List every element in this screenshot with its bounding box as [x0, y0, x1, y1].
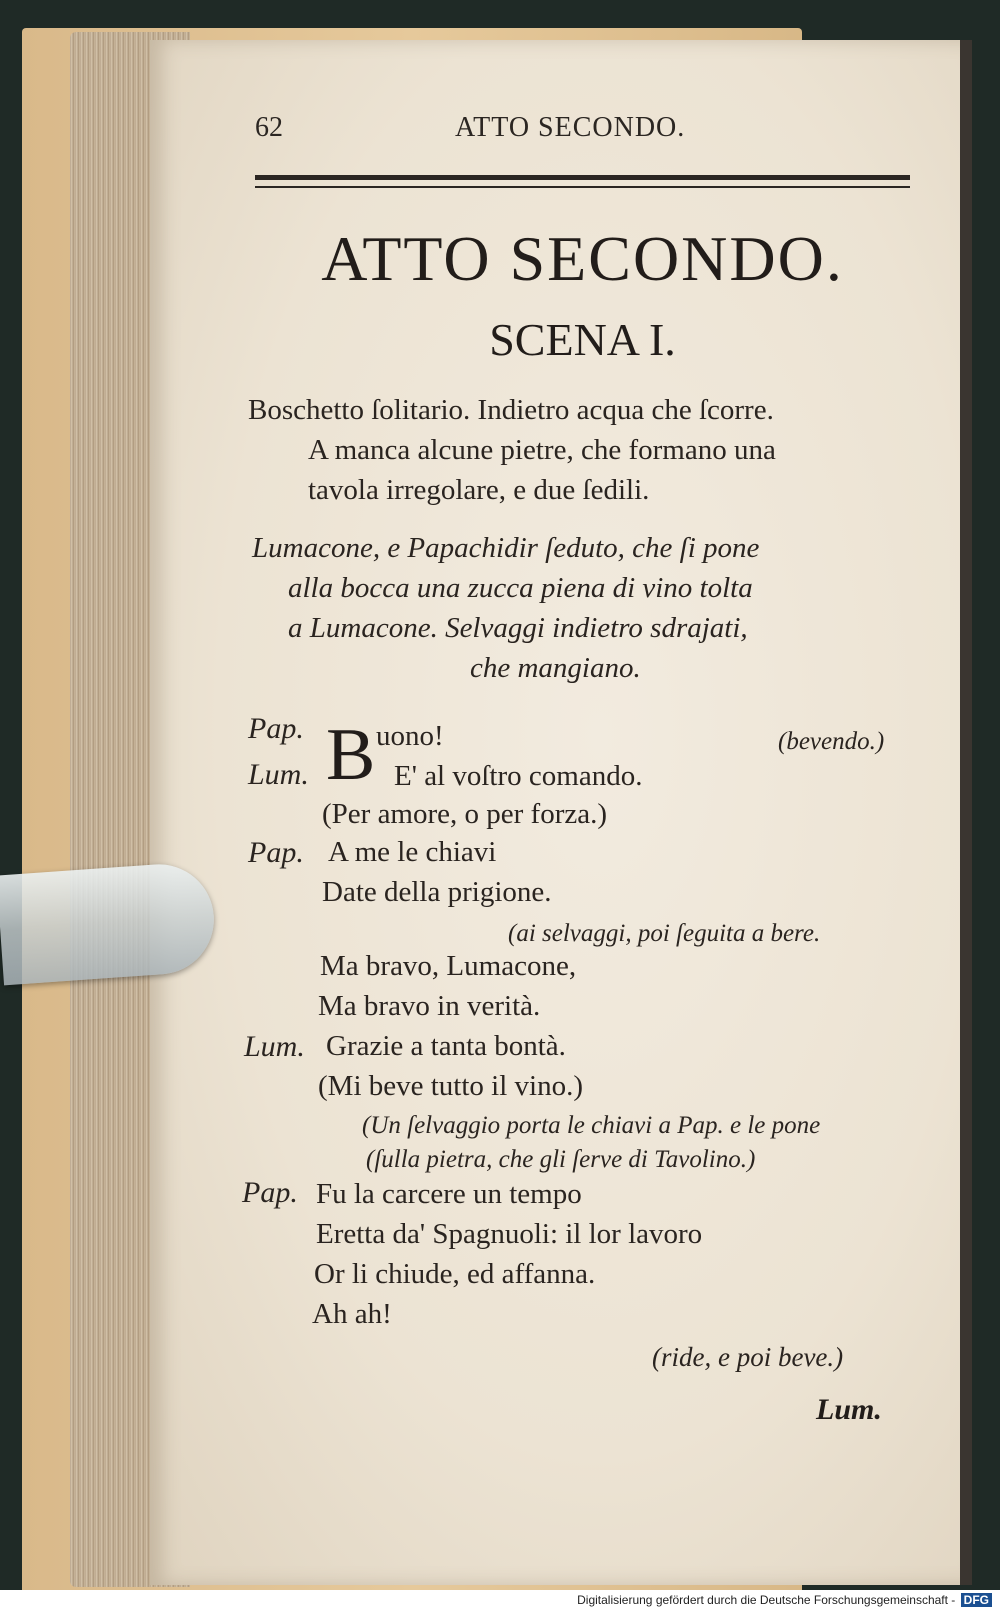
dialogue-line-10: Fu la carcere un tempo	[316, 1178, 582, 1210]
drop-cap: B	[326, 714, 376, 796]
dialogue-line-2: E' al voſtro comando.	[394, 760, 643, 792]
dialogue-line-1: uono!	[376, 720, 444, 752]
dialogue-line-7: Ma bravo in verità.	[318, 990, 541, 1022]
dialogue-line-6: Ma bravo, Lumacone,	[320, 950, 577, 982]
footer-credit-text: Digitalisierung gefördert durch die Deutsche Forschungsgemeinschaft -	[577, 1593, 956, 1607]
dialogue-line-9: (Mi beve tutto il vino.)	[318, 1070, 583, 1102]
page-gutter-edge	[960, 40, 972, 1585]
speaker-pap-3: Pap.	[242, 1176, 298, 1209]
dialogue-line-12: Or li chiude, ed affanna.	[314, 1258, 596, 1290]
scene-title: SCENA I.	[489, 314, 676, 365]
glass-page-clip	[0, 861, 218, 986]
dialogue-line-4: A me le chiavi	[328, 836, 497, 868]
running-head: ATTO SECONDO.	[455, 112, 686, 143]
catchword: Lum.	[816, 1393, 882, 1426]
header-rule-thin	[255, 186, 910, 188]
setting-line-3: tavola irregolare, e due ſedili.	[308, 474, 650, 506]
setting-line-1: Boschetto ſolitario. Indietro acqua che ſcorre.	[248, 394, 774, 426]
act-title: ATTO SECONDO.	[321, 223, 844, 294]
speaker-lum-2: Lum.	[244, 1030, 305, 1063]
dialogue-line-3: (Per amore, o per forza.)	[322, 798, 608, 830]
stage-intro-line-2: alla bocca una zucca piena di vino tolta	[288, 572, 753, 604]
stage-direction-selvaggio-1: (Un ſelvaggio porta le chiavi a Pap. e le pone	[362, 1112, 821, 1139]
speaker-lum-1: Lum.	[248, 758, 309, 791]
setting-line-2: A manca alcune pietre, che formano una	[308, 434, 776, 466]
stage-direction-ai-selvaggi: (ai selvaggi, poi ſeguita a bere.	[508, 920, 821, 947]
stage-direction-bevendo: (bevendo.)	[778, 728, 885, 755]
page-header	[255, 112, 910, 152]
dialogue-line-13: Ah ah!	[312, 1298, 392, 1330]
speaker-pap-2: Pap.	[248, 836, 304, 869]
dfg-logo: DFG	[961, 1593, 992, 1607]
dialogue-line-11: Eretta da' Spagnuoli: il lor lavoro	[316, 1218, 703, 1250]
stage-direction-selvaggio-2: (ſulla pietra, che gli ſerve di Tavolino.)	[366, 1146, 756, 1173]
footer-bar	[0, 1590, 1000, 1613]
dialogue-line-8: Grazie a tanta bontà.	[326, 1030, 566, 1062]
header-rule-thick	[255, 175, 910, 180]
dialogue-line-5: Date della prigione.	[322, 876, 552, 908]
stage-intro-line-3: a Lumacone. Selvaggi indietro sdrajati,	[288, 612, 748, 644]
stage-direction-ride: (ride, e poi beve.)	[652, 1342, 844, 1372]
page-number: 62	[255, 112, 283, 143]
stage-intro-line-1: Lumacone, e Papachidir ſeduto, che ſi pone	[252, 532, 760, 564]
footer-credit	[577, 1593, 992, 1607]
stage-intro-line-4: che mangiano.	[470, 652, 641, 684]
speaker-pap-1: Pap.	[248, 712, 304, 745]
